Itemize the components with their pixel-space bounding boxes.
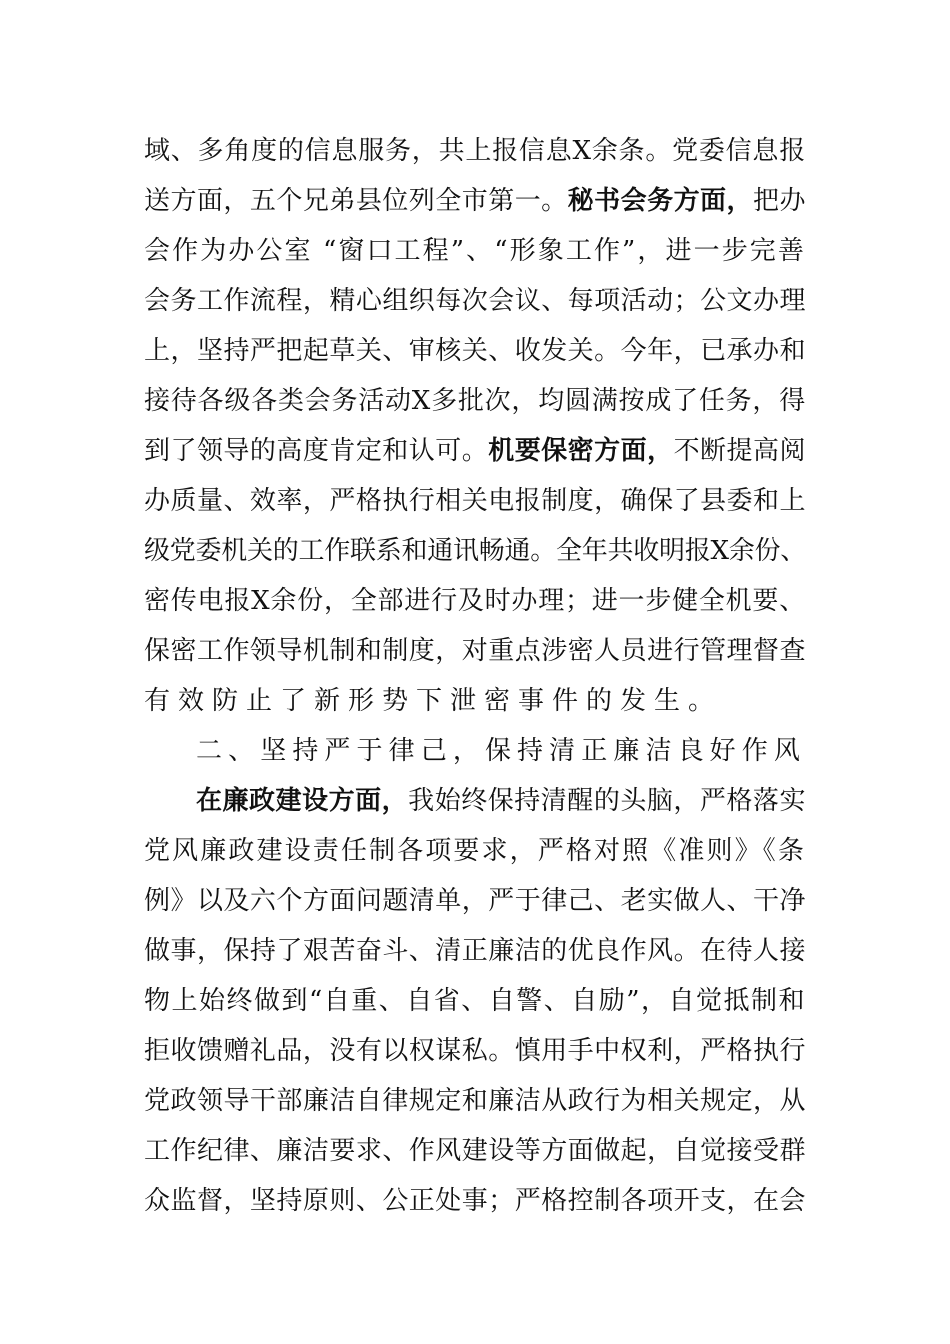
text-segment: 域、多角度的信息服务，共上报信息X余条。党委信息报 (144, 136, 806, 166)
text-segment: 例》以及六个方面问题清单，严于律己、老实做人、干净 (144, 886, 806, 916)
text-segment: 二、坚持严于律己，保持清正廉洁良好作风 (196, 736, 806, 766)
text-line (144, 485, 806, 517)
bold-lead-text: 在廉政建设方面， (196, 786, 409, 816)
text-segment: 密传电报X余份，全部进行及时办理；进一步健全机要、 (144, 586, 806, 616)
text-segment: 办质量、效率，严格执行相关电报制度，确保了县委和上 (144, 486, 806, 516)
text-segment: 众监督，坚持原则、公正处事；严格控制各项开支，在会 (144, 1186, 806, 1216)
text-segment: 保密工作领导机制和制度，对重点涉密人员进行管理督查 (144, 636, 806, 666)
bold-lead-text: 秘书会务方面， (567, 186, 754, 216)
text-segment: 级党委机关的工作联系和通讯畅通。全年共收明报X余份、 (144, 536, 806, 566)
text-segment: 有效防止了新形势下泄密事件的发生。 (144, 686, 723, 716)
text-line (144, 885, 806, 917)
text-segment: 会务工作流程，精心组织每次会议、每项活动；公文办理 (144, 286, 806, 316)
text-line (144, 435, 806, 467)
text-line (144, 635, 806, 667)
text-line (144, 935, 806, 967)
text-line (144, 1085, 806, 1117)
section-heading (196, 735, 806, 767)
text-line (144, 185, 806, 217)
text-segment: 党风廉政建设责任制各项要求，严格对照《准则》《条 (144, 836, 806, 866)
text-segment: 到了领导的高度肯定和认可。 (144, 436, 489, 466)
text-segment: 不断提高阅 (673, 436, 806, 466)
text-line (144, 1135, 806, 1167)
text-line (144, 385, 806, 417)
text-line (144, 235, 806, 267)
text-segment: 会作为办公室 “窗口工程”、“形象工作”，进一步完善 (144, 236, 806, 266)
text-segment: 拒收馈赠礼品，没有以权谋私。慎用手中权利，严格执行 (144, 1036, 806, 1066)
text-line (144, 1185, 806, 1217)
bold-lead-text: 机要保密方面， (488, 436, 674, 466)
text-line (144, 285, 806, 317)
text-segment: 物上始终做到“自重、自省、自警、自励”，自觉抵制和 (144, 986, 806, 1016)
text-line (196, 785, 806, 817)
text-line (144, 585, 806, 617)
text-segment: 把办 (753, 186, 806, 216)
text-segment: 工作纪律、廉洁要求、作风建设等方面做起，自觉接受群 (144, 1136, 806, 1166)
text-line (144, 135, 806, 167)
text-segment: 做事，保持了艰苦奋斗、清正廉洁的优良作风。在待人接 (144, 936, 806, 966)
text-segment: 我始终保持清醒的头脑，严格落实 (408, 786, 806, 816)
text-line (144, 835, 806, 867)
text-line (144, 535, 806, 567)
text-segment: 上，坚持严把起草关、审核关、收发关。今年，已承办和 (144, 336, 806, 366)
text-segment: 接待各级各类会务活动X多批次，均圆满按成了任务，得 (144, 386, 806, 416)
text-segment: 送方面，五个兄弟县位列全市第一。 (144, 186, 568, 216)
text-segment: 党政领导干部廉洁自律规定和廉洁从政行为相关规定，从 (144, 1086, 806, 1116)
text-line (144, 685, 722, 717)
text-line (144, 985, 806, 1017)
text-line (144, 1035, 806, 1067)
text-line (144, 335, 806, 367)
